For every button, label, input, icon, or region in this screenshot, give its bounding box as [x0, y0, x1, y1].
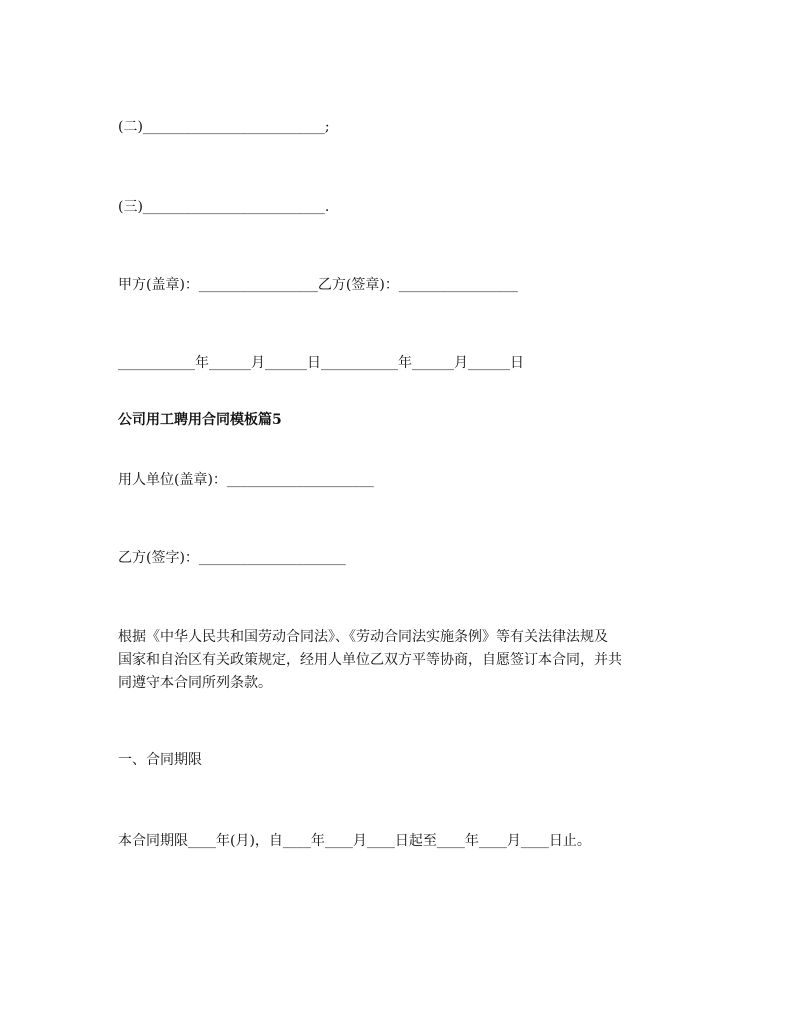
employer-seal-line: 用人单位(盖章)：_____________________	[118, 472, 374, 488]
clause-1-text: 本合同期限____年(月)，自____年____月____日起至____年____月____日止。	[118, 833, 591, 849]
signature-line: 甲方(盖章)：_________________乙方(签章)：_________________	[118, 277, 518, 293]
intro-paragraph-line: 同遵守本合同所列条款。	[118, 675, 272, 691]
party-b-sign-line: 乙方(签字)：_____________________	[118, 550, 346, 566]
section-title: 公司用工聘用合同模板篇5	[118, 412, 282, 428]
clause-1-title: 一、合同期限	[118, 752, 202, 768]
intro-paragraph-line: 根据《中华人民共和国劳动合同法》、《劳动合同法实施条例》等有关法律法规及	[118, 629, 608, 645]
item-2-blank-line: (二)__________________________;	[118, 119, 330, 135]
intro-paragraph	[118, 626, 678, 695]
date-line: ___________年______月______日___________年______月______日	[118, 355, 524, 371]
intro-paragraph-line: 国家和自治区有关政策规定，经用人单位乙双方平等协商，自愿签订本合同，并共	[118, 652, 622, 668]
item-3-blank-line: (三)__________________________.	[118, 199, 330, 215]
